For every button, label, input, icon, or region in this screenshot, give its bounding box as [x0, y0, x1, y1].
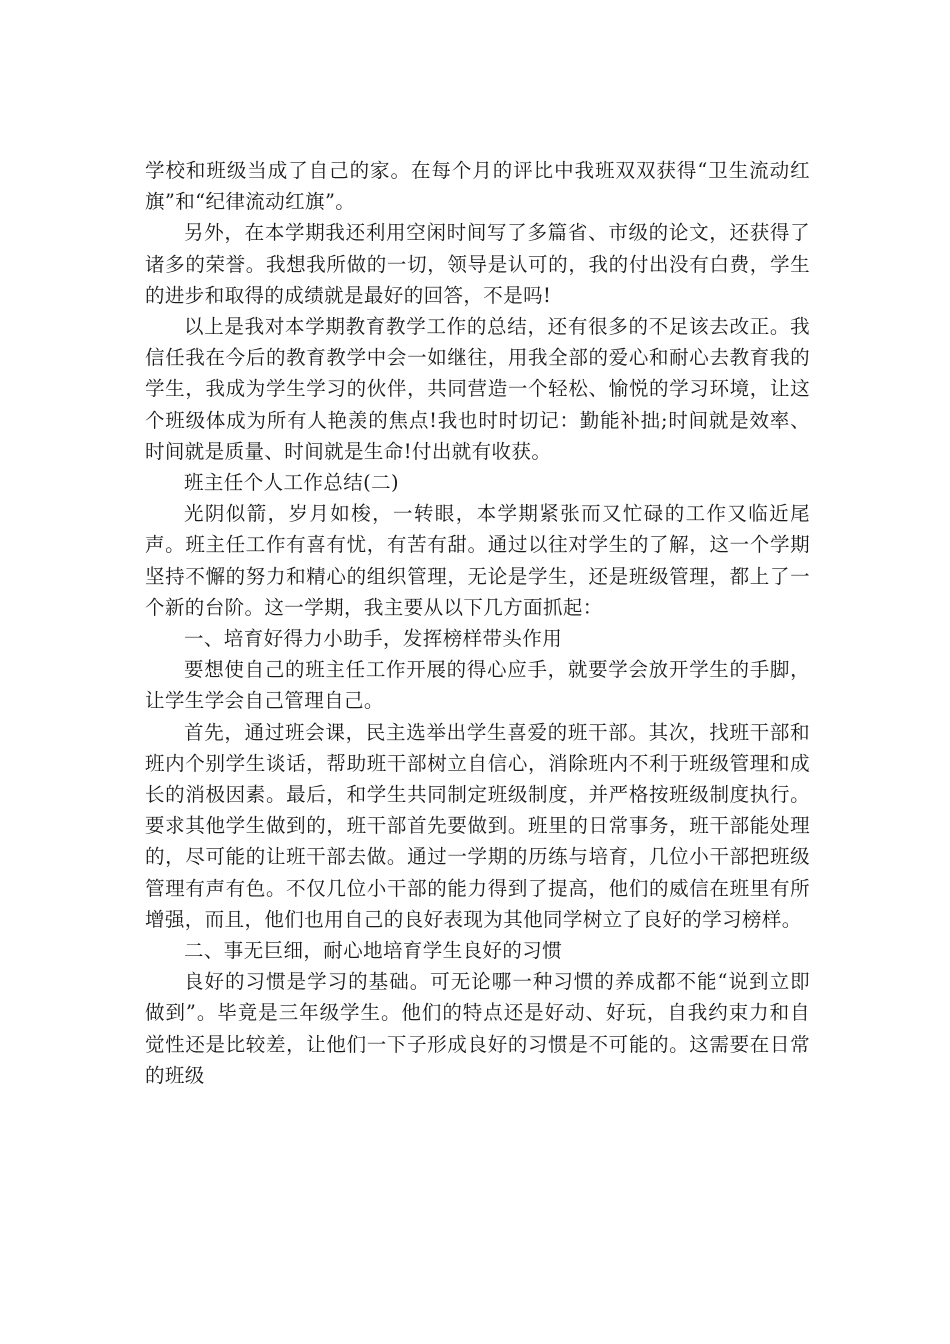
- paragraph-5: 光阴似箭，岁月如梭，一转眼，本学期紧张而又忙碌的工作又临近尾声。班主任工作有喜有忧，有苦有甜。通过以往对学生的了解，这一个学期坚持不懈的努力和精心的组织管理，无论是学生，还是班级管理，都上了一个新的台阶。这一学期，我主要从以下几方面抓起：: [145, 502, 810, 619]
- heading-point-2: 二、事无巨细，耐心地培育学生良好的习惯: [184, 939, 563, 963]
- paragraph-7: 要想使自己的班主任工作开展的得心应手，就要学会放开学生的手脚，让学生学会自己管理自己。: [145, 658, 810, 713]
- paragraph-8: 首先，通过班会课，民主选举出学生喜爱的班干部。其次，找班干部和班内个别学生谈话，帮助班干部树立自信心，消除班内不利于班级管理和成长的消极因素。最后，和学生共同制定班级制度，并严格按班级制度执行。要求其他学生做到的，班干部首先要做到。班里的日常事务，班干部能处理的，尽可能的让班干部去做。通过一学期的历练与培育，几位小干部把班级管理有声有色。不仅几位小干部的能力得到了提高，他们的威信在班里有所增强，而且，他们也用自己的良好表现为其他同学树立了良好的学习榜样。: [145, 720, 810, 931]
- document-body: [145, 155, 810, 1091]
- paragraph-1: 学校和班级当成了自己的家。在每个月的评比中我班双双获得“卫生流动红旗”和“纪律流动红旗”。: [145, 159, 810, 214]
- paragraph-10: 良好的习惯是学习的基础。可无论哪一种习惯的养成都不能“说到立即做到”。毕竟是三年级学生。他们的特点还是好动、好玩，自我约束力和自觉性还是比较差，让他们一下子形成良好的习惯是不可能的。这需要在日常的班级: [145, 970, 810, 1087]
- paragraph-3: 以上是我对本学期教育教学工作的总结，还有很多的不足该去改正。我信任我在今后的教育教学中会一如继往，用我全部的爱心和耐心去教育我的学生，我成为学生学习的伙伴，共同营造一个轻松、愉悦的学习环境，让这个班级体成为所有人艳羡的焦点!我也时时切记：勤能补拙;时间就是效率、时间就是质量、时间就是生命!付出就有收获。: [145, 315, 810, 463]
- heading-point-1: 一、培育好得力小助手，发挥榜样带头作用: [184, 627, 563, 651]
- paragraph-2: 另外，在本学期我还利用空闲时间写了多篇省、市级的论文，还获得了诸多的荣誉。我想我所做的一切，领导是认可的，我的付出没有白费，学生的进步和取得的成绩就是最好的回答，不是吗!: [145, 221, 810, 307]
- section-title-2: 班主任个人工作总结(二): [184, 471, 400, 495]
